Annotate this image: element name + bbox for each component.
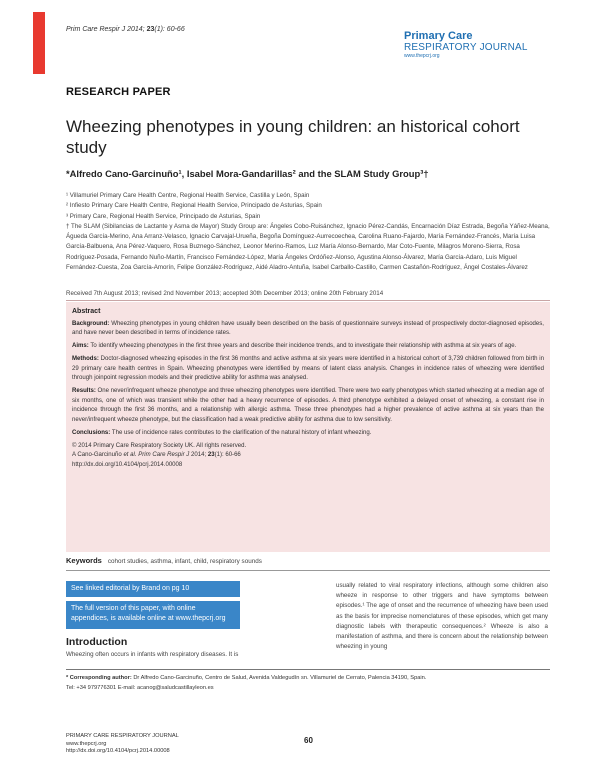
body-text-right-column: usually related to viral respiratory infections, although some children also wheeze in response to other triggers and have symptoms between episodes.¹ The age of onset and the recurrence of wheezing have been used as the basis for imprecise nomenclatures of these episodes, which get many diagnostic labels with therapeutic consequences.² Wheeze is also a manifestation of asthma, and there is concern about the relationship between wheezing in young	[336, 582, 548, 651]
footer-url[interactable]: www.thepcrj.org	[66, 740, 107, 747]
affiliations	[66, 191, 550, 273]
copyright-line: © 2014 Primary Care Respiratory Society UK. All rights reserved.	[72, 442, 247, 449]
journal-logo	[404, 30, 554, 80]
footer-doi[interactable]: http://dx.doi.org/10.4104/pcrj.2014.00008	[66, 748, 170, 754]
section-label: RESEARCH PAPER	[66, 86, 171, 98]
divider	[66, 300, 550, 301]
paper-title: Wheezing phenotypes in young children: an historical cohort study	[66, 117, 520, 157]
abstract-aims: Aims: To identify wheezing phenotypes in the first three years and describe their incidence trends, and to investigate their relationship with asthma at six years of age.	[72, 343, 517, 349]
logo-url: www.thepcrj.org	[404, 53, 440, 59]
affiliation-3: ³ Primary Care, Regional Health Service, Principado de Asturias, Spain	[66, 212, 261, 220]
footer-journal: PRIMARY CARE RESPIRATORY JOURNAL	[66, 733, 179, 739]
keywords-text: cohort studies, asthma, infant, child, respiratory sounds	[107, 558, 262, 565]
affiliation-2: ² Infiesto Primary Care Health Centre, Regional Health Service, Principado de Asturias, Spain	[66, 202, 322, 210]
divider	[66, 570, 550, 571]
page-number: 60	[304, 736, 313, 745]
citation-journal: Prim Care Respir J	[66, 26, 126, 33]
introduction-text: Wheezing often occurs in infants with respiratory diseases. It is	[66, 651, 239, 658]
cite-as-line: A Cano-Garcinuño et al. Prim Care Respir J 2014; 23(1): 60-66	[72, 452, 241, 458]
divider	[66, 669, 550, 670]
linked-editorial-box[interactable]: See linked editorial by Brand on pg 10	[66, 581, 240, 597]
abstract-conclusions: Conclusions: The use of incidence rates contributes to the clarification of the natural history of infant wheezing.	[72, 429, 372, 436]
study-group-members: † The SLAM (Sibilancias de Lactante y Asma de Mayor) Study Group are: Ángeles Cobo-Ruisánchez, Ignacio Pérez-Candás, Encarnación Díaz Estrada, Begoña Yáñez-Meana, Águeda García-Merino, Ana Arranz-Velasco, Ignacio Carvajal-Urueña, Begoña Domínguez-Aurrecoechea, Carolina Ruano-Fajardo, María Fernández-Francés, María Luisa García-Balbuena, Ana Pérez-Vaquero, Rosa Buznego-Sánchez, Leonor Merino-Ramos, Luz María Alonso-Bernardo, Mar Coto-Fuente, Milagros Moreno-Sierra, Rosa Rodríguez-Posada, Fernando Nuño-Martín, Francisco Fernández-López, María Ángeles Ordóñez-Alonso, Agustina Alonso-Álvarez, María García-Adaro, Luis Miguel Fernández-Cuesta, Zoa García-Amorín, Felipe González-Rodríguez, Aidé Aladro-Antuña, Isabel Carballo-Castillo, Carmen Castañón-Rodríguez, Ángel Costales-Álvarez	[66, 222, 550, 272]
abstract-heading: Abstract	[72, 308, 101, 315]
full-version-box[interactable]: The full version of this paper, with online appendices, is available online at www.thepcrj.org	[66, 601, 240, 629]
submission-dates: Received 7th August 2013; revised 2nd November 2013; accepted 30th December 2013; online 20th February 2014	[66, 290, 384, 297]
page-footer	[66, 733, 179, 756]
abstract-methods: Methods: Doctor-diagnosed wheezing episodes in the first 36 months and active asthma at six years were identified in a historical cohort of 3,739 children followed from birth in 29 primary care health centres in Spain. Wheezing phenotypes were identified by means of latent class analysis. Changes in incidence rates of wheezing were identified through joinpoint regression models and their predictive ability for asthma was analysed.	[72, 356, 544, 381]
abstract-background: Background: Wheezing phenotypes in young children have usually been described on the basis of questionnaire surveys instead of prospectively doctor-diagnosed episodes, and have never been described in terms of incidence rates.	[72, 320, 544, 336]
abstract-box	[66, 302, 550, 552]
contact-details: Tel: +34 979776301 E-mail: acanog@saludcastillayleon.es	[66, 684, 214, 691]
affiliation-1: ¹ Villamuriel Primary Care Health Centre, Regional Health Service, Castilla y León, Spain	[66, 192, 310, 199]
introduction-heading: Introduction	[66, 636, 128, 648]
citation-pages: (1): 60-66	[154, 26, 185, 33]
logo-line1: Primary Care	[404, 30, 473, 42]
logo-line2: RESPIRATORY JOURNAL	[404, 42, 528, 53]
doi-link[interactable]: http://dx.doi.org/10.4104/pcrj.2014.00008	[72, 461, 183, 468]
journal-accent-bar	[33, 12, 45, 74]
citation-volume: 23	[146, 26, 155, 33]
citation-year: 2014;	[127, 26, 145, 33]
corresponding-author-footnote: * Corresponding author: Dr Alfredo Cano-Garcinuño, Centro de Salud, Avenida Valdegudín sn. Villamuriel de Cerrato, Palencia 34190, Spain. Tel: +34 979776301 E-mail: acanog@saludcastillayleon.es	[66, 674, 550, 693]
author-list: *Alfredo Cano-Garcinuño¹, Isabel Mora-Gandarillas² and the SLAM Study Group³†	[66, 168, 429, 179]
abstract-results: Results: One never/infrequent wheeze phenotype and three wheezing phenotypes were identified. There were two early phenotypes which started wheezing at a median age of six months, one of which was transient while the other had a heavy recurrence of episodes. A third phenotype exhibited a delayed onset of wheezing, a constant rise in incidence through the first 36 months, and a relationship with allergic asthma. These three phenotypes had a higher prevalence of active asthma at six years than the never/infrequent wheeze phenotype, but the classification had a weak predictive ability for asthma due to low sensitivity.	[72, 388, 544, 423]
keywords	[66, 556, 550, 565]
running-citation	[66, 26, 185, 33]
keywords-label: Keywords	[66, 556, 102, 565]
